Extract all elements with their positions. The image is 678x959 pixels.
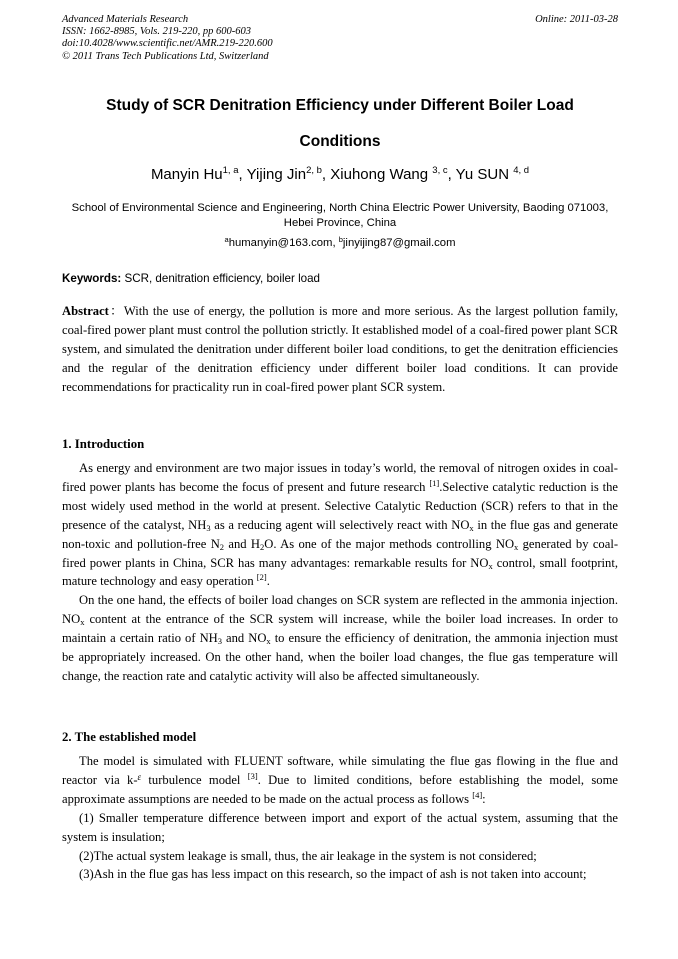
author-name: Yijing Jin bbox=[246, 166, 307, 183]
author-name: Xiuhong Wang bbox=[330, 166, 433, 183]
author-list bbox=[62, 165, 618, 185]
email-mark: a bbox=[224, 235, 229, 244]
assumption-item: (3)Ash in the flue gas has less impact on this research, so the impact of ash is not taken into account; bbox=[79, 867, 587, 882]
abstract-text: With the use of energy, the pollution is more and more serious. As the largest pollution family, coal-fired power plant must control the pollution strictly. It established model of a coal-fired power plant SCR system, and simulated the denitration under different boiler load conditions, to get the denitration efficiencies and the regular of the denitration efficiency under different boiler load conditions. It can provide recommendations for practicality run in coal-fired power plant SCR system. bbox=[62, 304, 619, 394]
doi-line: doi:10.4028/www.scientific.net/AMR.219-220.600 bbox=[62, 38, 273, 50]
text-run: .Selective catalytic reduction is the most widely used method in the world at present. Selective Catalytic Reduction (SCR) refers to that in the presence of the catalyst, NH bbox=[62, 479, 618, 532]
paper-title bbox=[62, 88, 618, 160]
text-run: As energy and environment are two major issues in today’s world, the removal of nitrogen oxides in coal-fired power plants has become the focus of present and future research bbox=[62, 461, 618, 494]
assumption-item: (2)The actual system leakage is small, thus, the air leakage in the system is not considered; bbox=[79, 848, 537, 863]
author-name: Manyin Hu bbox=[150, 166, 223, 183]
paragraph bbox=[62, 752, 618, 809]
journal-header bbox=[62, 14, 618, 63]
section-heading-introduction: 1. Introduction bbox=[62, 437, 145, 451]
keywords bbox=[62, 271, 618, 286]
author-affiliation-mark: 1, a bbox=[222, 165, 239, 176]
text-run: generated by coal-fired power plants in China, SCR has many advantages: remarkable results for NO bbox=[62, 536, 619, 570]
text-run: . bbox=[266, 574, 270, 589]
author-affiliation-mark: 2, b bbox=[306, 165, 322, 176]
text-run: turbulence model bbox=[141, 772, 248, 787]
section-model bbox=[62, 752, 618, 884]
text-run: to ensure the efficiency of denitration, the ammonia injection must be appropriately increased. On the other hand, when the boiler load changes, the flue gas temperature will change, the reaction rate and catalytic activity will also be affected simultaneously. bbox=[62, 631, 618, 683]
text-run: and H bbox=[224, 536, 260, 551]
text-run: in the flue gas and generate non-toxic and pollution-free N bbox=[62, 517, 618, 551]
subscript: 3 bbox=[217, 636, 223, 647]
text-run: as a reducing agent will selectively react with NO bbox=[210, 517, 470, 532]
copyright-line: © 2011 Trans Tech Publications Ltd, Switzerland bbox=[62, 50, 269, 62]
email-link: jinyijing87@gmail.com bbox=[342, 237, 456, 249]
text-run: On the one hand, the effects of boiler load changes on SCR system are reflected in the ammonia injection. NO bbox=[62, 593, 618, 627]
author-affiliation-mark: 4, d bbox=[513, 165, 530, 176]
subscript: x bbox=[469, 522, 474, 533]
abstract-separator: ： bbox=[108, 304, 124, 318]
author-separator: , bbox=[447, 166, 456, 183]
subscript: x bbox=[488, 560, 493, 571]
text-run: content at the entrance of the SCR system will increase, while the boiler load increases. In order to maintain a certain ratio of NH bbox=[62, 612, 618, 646]
epsilon-symbol: ε bbox=[137, 771, 142, 782]
affiliation: School of Environmental Science and Engineering, North China Electric Power University, Baoding 071003, Hebei Province, China bbox=[71, 202, 609, 229]
keywords-label: Keywords: bbox=[62, 272, 122, 285]
section-introduction bbox=[62, 459, 618, 686]
text-run: . Due to limited conditions, before establishing the model, some approximate assumptions are needed to be made on the actual process as follows bbox=[62, 772, 618, 806]
paragraph bbox=[62, 591, 618, 686]
text-run: : bbox=[482, 791, 486, 806]
abstract bbox=[62, 302, 618, 397]
text-run: control, small footprint, mature technology and easy operation bbox=[62, 555, 618, 589]
keywords-text: SCR, denitration efficiency, boiler load bbox=[121, 272, 320, 285]
email-mark: b bbox=[338, 235, 343, 244]
text-run: O. As one of the major methods controlling NO bbox=[264, 536, 515, 551]
subscript: 3 bbox=[206, 522, 211, 533]
author-separator: , bbox=[321, 166, 331, 183]
author-affiliation-mark: 3, c bbox=[432, 165, 448, 176]
section-heading-model: 2. The established model bbox=[62, 730, 197, 744]
online-date: Online: 2011-03-28 bbox=[535, 14, 618, 25]
subscript: 2 bbox=[219, 541, 225, 552]
citation: [3] bbox=[247, 770, 258, 781]
subscript: x bbox=[266, 636, 271, 647]
email-link: humanyin@163.com, bbox=[228, 237, 339, 249]
author-emails bbox=[62, 236, 618, 251]
citation: [1] bbox=[429, 477, 440, 488]
abstract-label: Abstract bbox=[62, 304, 109, 318]
author-name: Yu SUN bbox=[455, 166, 514, 183]
text-run: The model is simulated with FLUENT software, while simulating the flue gas flowing in the flue and reactor via k- bbox=[62, 754, 618, 787]
issn-line: ISSN: 1662-8985, Vols. 219-220, pp 600-603 bbox=[62, 26, 251, 38]
subscript: 2 bbox=[260, 541, 265, 552]
subscript: x bbox=[514, 541, 519, 552]
paragraph bbox=[62, 459, 618, 591]
subscript: x bbox=[80, 617, 85, 628]
author-separator: , bbox=[238, 166, 247, 183]
citation: [2] bbox=[256, 572, 267, 583]
journal-name: Advanced Materials Research bbox=[62, 14, 189, 25]
text-run: and NO bbox=[222, 631, 267, 646]
citation: [4] bbox=[472, 789, 483, 800]
assumption-item: (1) Smaller temperature difference between import and export of the actual system, assuming that the system is insulation; bbox=[62, 810, 618, 844]
title-line-2: Conditions bbox=[299, 133, 381, 150]
title-line-1: Study of SCR Denitration Efficiency under Different Boiler Load bbox=[106, 97, 574, 114]
